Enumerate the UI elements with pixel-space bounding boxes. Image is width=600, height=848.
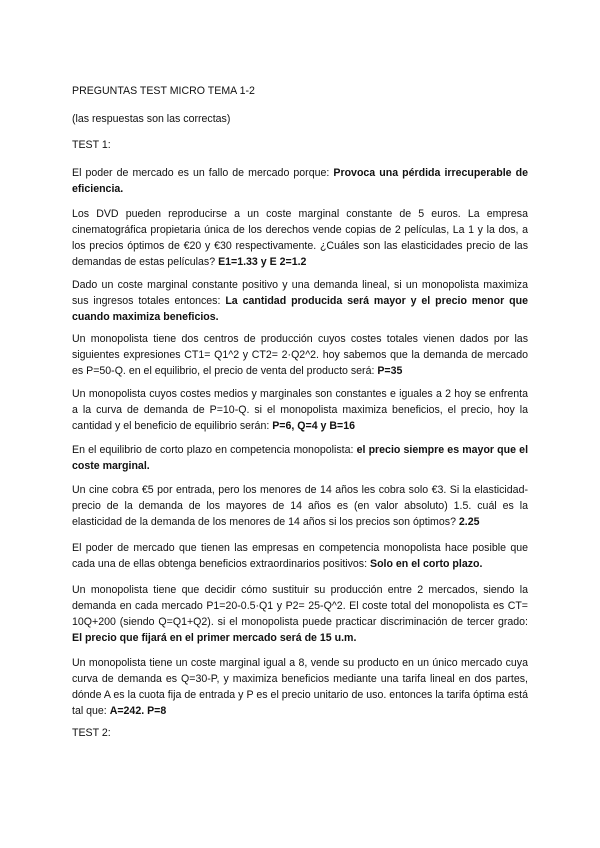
question-answer: La cantidad producida será mayor y el precio menor que cuando maximiza beneficios. [72, 295, 528, 323]
question-answer: Provoca una pérdida irrecuperable de eficiencia. [72, 167, 528, 195]
question-text: Un monopolista tiene que decidir cómo sustituir su producción entre 2 mercados, siendo la demanda en cada mercado P1=20-0.5·Q1 y P2= 25-Q^2. El coste total del monopolista es CT= 10Q+200 (siendo Q=Q1+Q2). si el monopolista puede practicar discriminación de tercer grado: [72, 584, 528, 628]
document-subtitle: (las respuestas son las correctas) [72, 113, 231, 125]
question-text: El poder de mercado que tienen las empresas en competencia monopolista hace posible que cada una de ellas obtenga beneficios extraordinarios positivos: [72, 542, 528, 570]
document-title: PREGUNTAS TEST MICRO TEMA 1-2 [72, 85, 255, 97]
question-answer: 2.25 [458, 516, 480, 528]
question-text: En el equilibrio de corto plazo en competencia monopolista: [72, 444, 357, 456]
question-6 [72, 442, 528, 474]
question-text: El poder de mercado es un fallo de mercado porque: [72, 167, 334, 179]
question-5 [72, 386, 528, 434]
question-text: Un cine cobra €5 por entrada, pero los menores de 14 años les cobra solo €3. Si la elasticidad-precio de la demanda de los mayores de 14 años es (en valor absoluto) 1.5. cuál es la elasticidad de la demanda de los menores de 14 años si los precios son óptimos? [72, 484, 528, 528]
question-2 [72, 206, 528, 270]
question-answer: A=242. P=8 [109, 705, 167, 717]
question-text: Un monopolista tiene un coste marginal igual a 8, vende su producto en un único mercado cuya curva de demanda es Q=30-P, y maximiza beneficios mediante una tarifa lineal en dos partes, dónde A es la cuota fija de entrada y P es el precio unitario de uso. entonces la tarifa óptima está tal que: [72, 657, 528, 717]
question-answer: P=35 [377, 365, 403, 377]
question-text: Un monopolista cuyos costes medios y marginales son constantes e iguales a 2 hoy se enfrenta a la curva de demanda de P=10-Q. si el monopolista maximiza beneficios, el precio, hoy la cantidad y el beneficio de equilibrio serán: [72, 388, 528, 432]
question-10 [72, 655, 528, 719]
question-7 [72, 482, 528, 530]
question-answer: E1=1.33 y E 2=1.2 [218, 256, 307, 268]
test-1-heading: TEST 1: [72, 139, 111, 151]
question-answer: Solo en el corto plazo. [370, 558, 483, 570]
question-3 [72, 277, 528, 325]
question-text: Los DVD pueden reproducirse a un coste marginal constante de 5 euros. La empresa cinematográfica propietaria única de los derechos vende copias de 2 películas, La 1 y la dos, a los precios óptimos de €20 y €30 respectivamente. ¿Cuáles son las elasticidades precio de las demandas de estas películas? [72, 208, 528, 268]
question-answer: El precio que fijará en el primer mercado será de 15 u.m. [72, 632, 357, 644]
question-4 [72, 331, 528, 379]
question-text: Un monopolista tiene dos centros de producción cuyos costes totales vienen dados por las siguientes expresiones CT1= Q1^2 y CT2= 2·Q2^2. hoy sabemos que la demanda de mercado es P=50-Q. en el equilibrio, el precio de venta del producto será: [72, 333, 528, 377]
question-8 [72, 540, 528, 572]
question-answer: el precio siempre es mayor que el coste marginal. [72, 444, 529, 472]
question-text: Dado un coste marginal constante positivo y una demanda lineal, si un monopolista maximiza sus ingresos totales entonces: [72, 279, 528, 307]
test-2-heading: TEST 2: [72, 727, 111, 739]
question-9 [72, 582, 528, 646]
question-1 [72, 165, 528, 197]
question-answer: P=6, Q=4 y B=16 [272, 420, 355, 432]
